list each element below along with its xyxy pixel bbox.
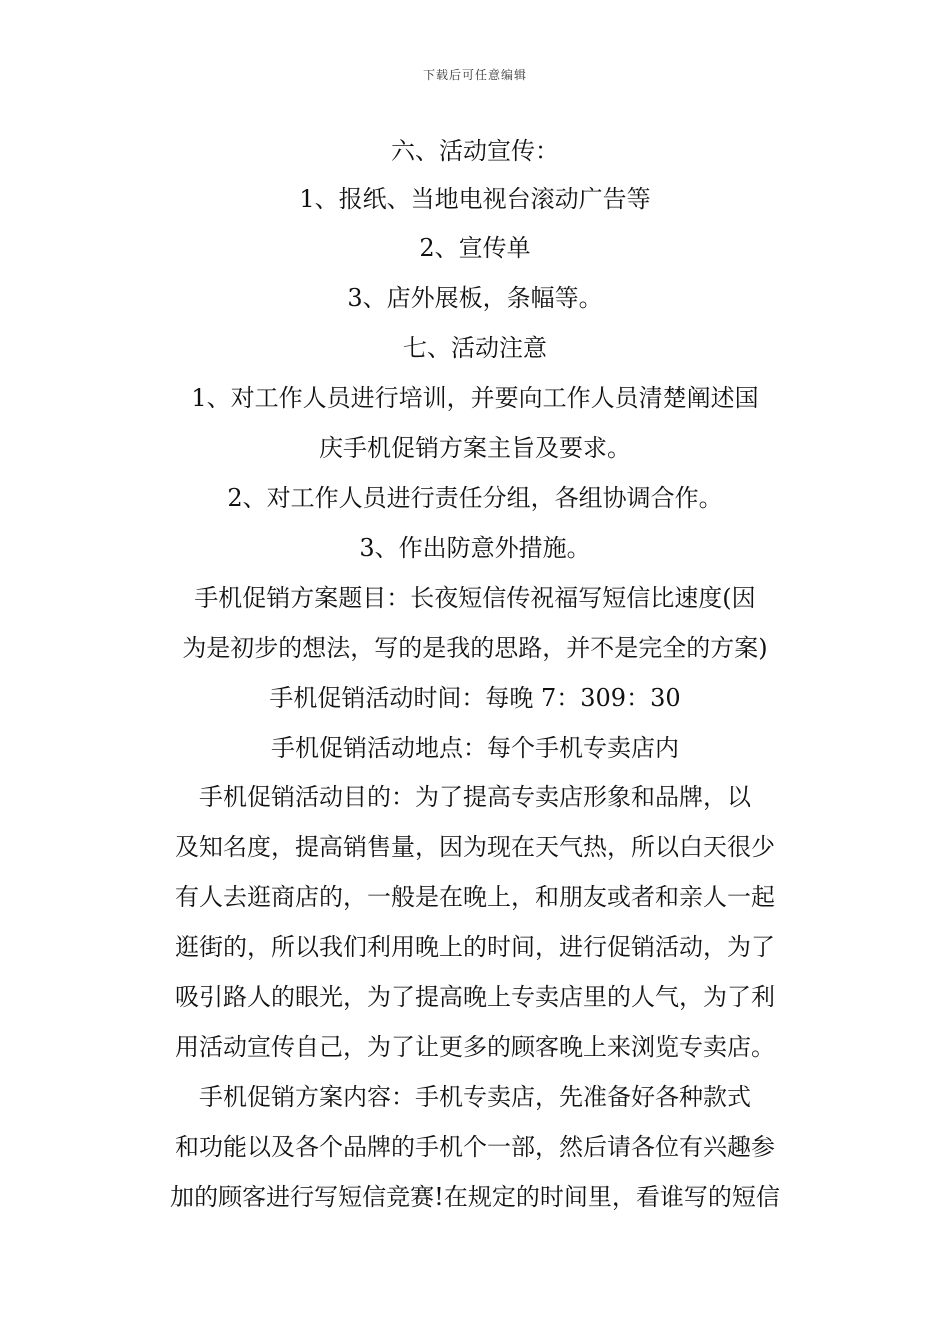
text-line: 庆手机促销方案主旨及要求。 — [319, 434, 631, 462]
text-line: 及知名度，提高销售量，因为现在天气热，所以白天很少 — [175, 833, 775, 861]
section-heading-notes: 七、活动注意 — [403, 334, 547, 362]
text-line: 有人去逛商店的，一般是在晚上，和朋友或者和亲人一起 — [175, 883, 775, 911]
text-line: 手机促销活动目的：为了提高专卖店形象和品牌，以 — [199, 783, 751, 811]
text-line: 1、报纸、当地电视台滚动广告等 — [299, 185, 651, 213]
text-line: 手机促销方案题目：长夜短信传祝福写短信比速度(因 — [194, 584, 756, 612]
text-line: 手机促销活动地点：每个手机专卖店内 — [271, 734, 679, 762]
text-line: 和功能以及各个品牌的手机个一部，然后请各位有兴趣参 — [175, 1133, 775, 1161]
text-line: 2、对工作人员进行责任分组，各组协调合作。 — [227, 484, 723, 512]
text-line: 3、店外展板，条幅等。 — [347, 284, 603, 312]
text-line: 2、宣传单 — [419, 234, 531, 262]
text-line: 手机促销活动时间：每晚 7：309：30 — [269, 684, 681, 712]
text-line: 手机促销方案内容：手机专卖店，先准备好各种款式 — [199, 1083, 751, 1111]
text-line: 加的顾客进行写短信竞赛!在规定的时间里，看谁写的短信 — [170, 1183, 780, 1211]
text-line: 用活动宣传自己，为了让更多的顾客晚上来浏览专卖店。 — [175, 1033, 775, 1061]
text-line: 为是初步的想法，写的是我的思路，并不是完全的方案) — [182, 634, 768, 662]
text-line: 3、作出防意外措施。 — [359, 534, 591, 562]
section-heading-promotion: 六、活动宣传： — [391, 137, 559, 165]
text-line: 逛街的，所以我们利用晚上的时间，进行促销活动，为了 — [175, 933, 775, 961]
text-line: 吸引路人的眼光，为了提高晚上专卖店里的人气，为了利 — [175, 983, 775, 1011]
text-line: 1、对工作人员进行培训，并要向工作人员清楚阐述国 — [191, 384, 759, 412]
page-header-note: 下载后可任意编辑 — [422, 68, 527, 82]
